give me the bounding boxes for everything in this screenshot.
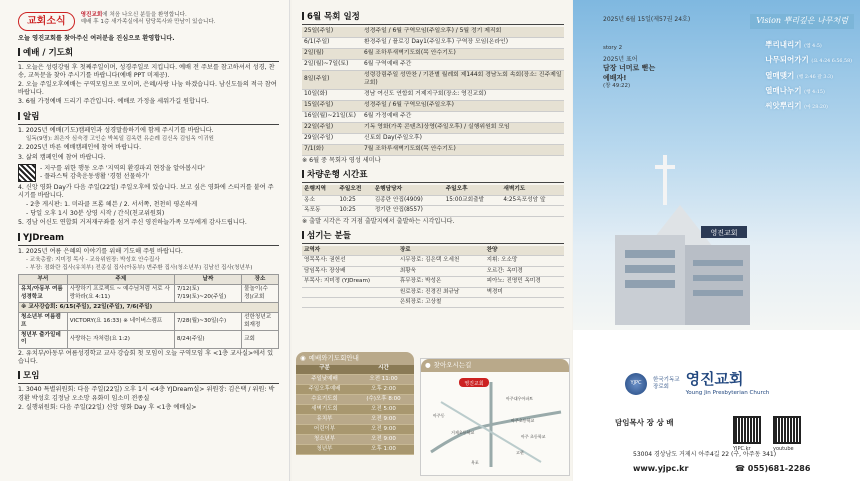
map-label: 아주동 xyxy=(433,412,445,418)
table-row: 은퇴장로: 고상철 xyxy=(302,297,564,307)
map-label: 아주 초등학교 xyxy=(521,433,546,439)
table-row: 영목목사: 권헌선 시무장로: 김은택 오세천 지휘: 오소망 xyxy=(302,256,564,266)
logo-english: Young Jin Presbyterian Church xyxy=(685,389,770,396)
map-label: 영진교회 xyxy=(464,380,484,387)
table-row: 유치/아동부 여름성경학교 사랑하기 프로젝트 ~ 예수님처럼 서로 사랑하라(요 4:11) 7/12(토) 7/19(토)~20(주일) 물놀이(수정)/교회 xyxy=(19,285,279,303)
table-row: 2일(월) 6월 조하루새벽기도회(목 안수기도) xyxy=(302,49,564,60)
notice-item: 4. 신앙 영화 Day가 다음 주일(22일) 주일오후에 있습니다. 보고 싶은 영화에 스티커를 붙여 주시기를 바랍니다. xyxy=(18,183,274,199)
verse-item: 열매나누기 (행 4:15) xyxy=(765,85,825,95)
church-address: 53004 경상남도 거제시 아주4길 22 (구, 아주동 341) xyxy=(633,451,777,458)
worship-item: 3. 6월 가정예배 드리기 주간입니다. 예배로 가정을 세워가길 원합니다. xyxy=(18,98,209,106)
intro-text: 에 처음 나오신 분들을 환영합니다. xyxy=(102,12,187,18)
notice-sub: - 지구를 위한 행동 오주 '지역의 환경파괴 현장을 알아봅시다' xyxy=(40,164,205,172)
verse-item: 나무되어가기 (요 4:24 6:56,58) xyxy=(765,55,852,65)
meeting-item: 2. 실행위원회: 다음 주일(22일) 신앙 영화 Day 후 <1층 예배실> xyxy=(18,403,197,411)
section-yjdream: YJDream xyxy=(18,233,279,246)
qr-label: YJPC.kr xyxy=(733,446,751,452)
table-row: 주일낮예배 오전 11:00 xyxy=(296,374,414,384)
qr-label: youtube xyxy=(773,446,794,452)
table-row: 어린이부 오전 9:00 xyxy=(296,424,414,434)
clock-icon: ◉ xyxy=(300,354,306,362)
map-title: 찾아오시는길 xyxy=(433,361,472,369)
map-label: 고현 xyxy=(516,449,524,455)
june-note: ※ 6월 중 목회자 영성 세미나 xyxy=(302,156,381,164)
map-label: 거제초등학교 xyxy=(451,429,475,435)
yjdream-item: - 교육총괄: 지미정 목사 - 교육위원장: 박성호 안수집사 xyxy=(26,257,160,264)
motto-title: 담장 너머로 뻗는 예배자! xyxy=(603,64,656,82)
table-row: 7/1(화) 7월 조하루새벽기도회(목 안수기도) xyxy=(302,144,564,155)
table-row: ※ 교사강습회: 6/15(주일), 22일(주일), 7/6(주일) xyxy=(19,302,279,312)
intro-line: 오늘 영진교회를 찾아주신 여러분을 진심으로 환영합니다. xyxy=(18,35,175,43)
map-label: 아주초등학교 xyxy=(511,417,535,423)
table-header: 장소 xyxy=(242,274,279,284)
map-label: 아주대우아파트 xyxy=(506,395,534,401)
table-row: 원로장로: 진경진 최규남 벽경미 xyxy=(302,287,564,297)
worship-times-table xyxy=(296,365,414,455)
yjdream-item: 2. 유치부/아동부 여름성경학교 교사 강습회 첫 모임이 오늘 구역모임 후 <1층 교사실>에서 있습니다. xyxy=(18,349,274,365)
table-row: 유치부 오전 9:00 xyxy=(296,414,414,424)
table-row: 6/1(주일) 환경주일 / 플로깅 Day1(주일오후) 구역장 모임(온라인) xyxy=(302,38,564,49)
map-label: 옥포 xyxy=(471,459,479,465)
table-row: 10일(화) 경남 여신도 연합회 거제지구회(장소: 영진교회) xyxy=(302,89,564,100)
table-row: 청소년부 오전 9:00 xyxy=(296,434,414,444)
verse-item: 열매맺기 (행 2:46 갈 3:3) xyxy=(765,70,833,80)
worship-item: 2. 오늘 주일오후예배는 구역모임으로 모이며, 은혜/사랑 나눔 하겠습니다. 남신도들의 적극 참여 바랍니다. xyxy=(18,80,277,97)
table-row: 29일(주일) 신토회 Day(주일오후) xyxy=(302,133,564,144)
notice-item: 2. 2025년 바른 예배캠페인에 참여 바랍니다. xyxy=(18,144,142,152)
logo-mark-icon: YJPC xyxy=(625,373,647,395)
yjdream-table xyxy=(18,274,279,349)
vision-verses xyxy=(765,40,852,117)
section-meeting: 모임 xyxy=(18,371,279,384)
servants-table: 교역자 장로 찬양 영목목사: 권헌선 시무장로: 김은택 오세천 지휘: 오소망 담임목사: 장상배 최황욱 오르간: 옥미경 부목사: 지미정 (YJDream) 휴무장로: 박성온 피아노: 진명민 옥미경 원로장로: 진경진 최규남 벽경미 은퇴장로: 고상철 xyxy=(302,246,564,308)
yjdream-item: - 부장: 점화란 집사(유치부) 전종실 집사(아동부) 변주환 집사(청소년부) 김남선 집사(청년부) xyxy=(26,265,253,272)
notice-sub: - 플라스틱 감축운동생활 '경험 선물하기' xyxy=(40,172,150,180)
table-header: 날짜 xyxy=(174,274,241,284)
table-row: 옹소 10:25 김종란 안집(4909) 15:00교회출발 4:25옥포성암 앞 xyxy=(302,195,564,206)
church-sign: 영진교회 xyxy=(710,229,738,237)
table-header: 부서 xyxy=(19,274,68,284)
church-news-pill: 교회소식 xyxy=(18,12,75,31)
table-row: 16일(월)~21일(토) 6월 가정예배 주간 xyxy=(302,111,564,122)
church-website[interactable]: www.yjpc.kr xyxy=(633,464,689,473)
intro-text-2: 예배 후 1층 새가족실에서 담당목사와 만남이 있습니다. xyxy=(80,19,216,26)
table-row: 22일(주일) 기독 영화(가족 콘텐츠)상영(주일오후) / 실행위원회 모임 xyxy=(302,122,564,133)
notice-item: 1. 2025년 예배(기도)캠페인과 성경말씀하기에 함께 주시기를 바랍니다. xyxy=(18,126,214,134)
table-row: 15일(주일) 성경주일 / 6월 구역모임(주일오후) xyxy=(302,100,564,111)
directions-map[interactable] xyxy=(420,358,570,476)
worship-times-title: 예배와기도회안내 xyxy=(308,354,359,362)
worship-item: 1. 오늘은 성령강림 후 첫째주일이며, 성경주일로 지킵니다. 예배 전 주보를 참고하셔서 성경, 찬송, 교독문을 찾아 주시기를 바랍니다(예배 PPT 미제공). xyxy=(18,63,275,79)
logo-name: 영진교회 xyxy=(685,370,744,388)
intro-church-name: 영진교회 xyxy=(80,12,103,18)
cover-footer xyxy=(573,330,860,481)
table-row: 2일(월)~7일(토) 6월 구역예배 주간 xyxy=(302,60,564,71)
section-june-schedule: 6월 목회 일정 xyxy=(302,12,564,25)
meeting-item: 1. 3040 특별위원회: 다음 주일(22일) 오후 1시 <4층 YJDream실> 위원장: 김은택 / 위원: 박경환 박성호 김정남 오소망 유화미 임소미 전종실 xyxy=(18,386,275,402)
notice-item: 5. 경남 어신도 연합회 거저재구좌를 섬겨 주신 영진하늘가족 모두에게 감사드립니다. xyxy=(18,219,247,227)
table-row: 새벽기도회 오전 5:00 xyxy=(296,404,414,414)
june-schedule-table xyxy=(302,27,564,155)
table-row: 부목사: 지미정 (YJDream) 휴무장로: 박성온 피아노: 진명민 옥미경 xyxy=(302,277,564,287)
notice-item: - 2층 게시판: 1. 미라클 프롬 헤븐 / 2. 서서쪽, 천천히 평온하게 xyxy=(26,201,198,209)
table-row: 옥포동 10:25 정기란 안집(8557) xyxy=(302,206,564,217)
table-row: 주일오후예배 오후 2:00 xyxy=(296,384,414,394)
table-row: 청년부 출가일데이 사랑하는 자처럼(요 1:2) 8/24(주일) 교회 xyxy=(19,331,279,349)
notice-item: - 당일 오후 1시 30분 상영 시작 / 간식(친교위원회) xyxy=(26,210,165,218)
notice-item: 3. 삶의 캠페인에 참여 바랍니다. xyxy=(18,153,106,161)
table-row: 담임목사: 장상배 최황욱 오르간: 옥미경 xyxy=(302,266,564,276)
qr-code-icon[interactable] xyxy=(18,164,36,182)
youtube-qr-icon[interactable] xyxy=(773,416,801,444)
table-row: 청소년부 여름캠프 VICTORY(요 16:33) ※ 네이버스캠프 7/28(월)~30일(수) 선한청년교회재정 xyxy=(19,313,279,331)
section-servants: 섬기는 분들 xyxy=(302,231,564,244)
pin-icon: ● xyxy=(425,361,431,369)
bus-table: 운행지역 주일오전 운행담당자 주일오후 새벽기도 옹소 10:25 김종란 안집(4909) 15:00교회출발 4:25옥포성암 앞 옥포동 10:25 정기란 안집(8557) xyxy=(302,185,564,217)
vision-banner: Vision 뿌리깊은 나무처럼 xyxy=(750,14,854,29)
church-phone[interactable]: ☎ 055)681-2286 xyxy=(735,464,811,473)
table-row: 구분 시간 xyxy=(296,365,414,375)
church-building-image xyxy=(605,125,755,325)
section-bus: 차량운행 시간표 xyxy=(302,170,564,183)
motto-ref: (창 49:22) xyxy=(603,83,631,90)
worship-times-box xyxy=(296,352,414,455)
website-qr-icon[interactable] xyxy=(733,416,761,444)
verse-item: 씨앗뿌리기 (마 28:20) xyxy=(765,101,828,111)
pastor-name: 담임목사 장 상 배 xyxy=(615,418,674,427)
table-row: 수요기도회 (수)오후 8:00 xyxy=(296,394,414,404)
notice-item: 일독(9명): 최은자 심숙경 고인순 박복일 김옥련 유순례 김신옥 김임옥 이귀원 xyxy=(26,135,214,142)
table-header: 주제 xyxy=(67,274,174,284)
table-row: 25일(주일) 성경주일 / 6월 구역모임(주일오후) / 5월 정기 제직회 xyxy=(302,27,564,37)
table-row: 8일(주일) 성령강림주일 성만찬 / 기관별 월례회 제144회 경남노회 속회(장소: 진주제일교회) xyxy=(302,71,564,90)
cover-column xyxy=(573,0,860,481)
verse-item: 뿌리내리기 (엡 4:5) xyxy=(765,40,822,49)
issue-date: 2025년 6월 15일(제57권 24호) xyxy=(603,16,691,23)
bus-note: ※ 출발 시각은 각 거점 출발지에서 출발하는 시각입니다. xyxy=(302,217,455,225)
yjdream-item: 1. 2025년 여름 은혜의 이야기를 위해 기도해 주원 바랍니다. xyxy=(18,247,183,255)
section-worship: 예배 / 기도회 xyxy=(18,48,279,61)
yearly-motto: story 2 2025년 표어 담장 너머로 뻗는 예배자! (창 49:22) xyxy=(603,45,659,90)
church-news-column xyxy=(0,0,290,481)
church-logo: YJPC 한국기독교 장로회 영진교회 Young Jin Presbyterian Church xyxy=(625,370,769,397)
map-drawing xyxy=(421,372,569,472)
table-row: 청년부 오후 1:00 xyxy=(296,444,414,454)
section-notice: 알림 xyxy=(18,112,279,125)
